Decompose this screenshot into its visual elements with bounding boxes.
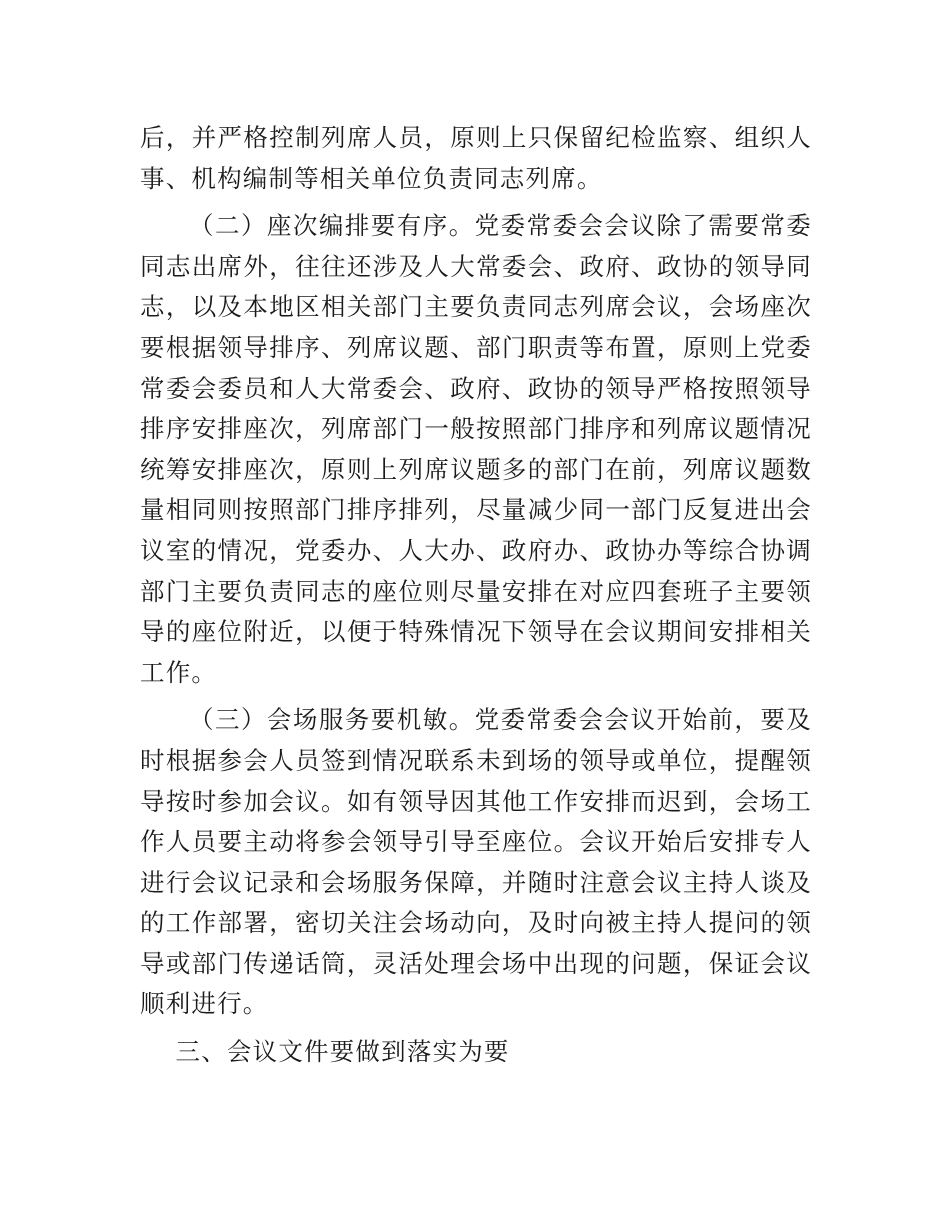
section-heading-meeting-documents: 三、会议文件要做到落实为要 bbox=[175, 1037, 510, 1067]
paragraph-seating-arrangement: （二）座次编排要有序。党委常委会会议除了需要常委同志出席外，往往还涉及人大常委会、政府、政协的领导同志，以及本地区相关部门主要负责同志列席会议，会场座次要根据领导排序、列席议题、部门职责等布置，原则上党委常委会委员和人大常委会、政府、政协的领导严格按照领导排序安排座次，列席部门一般按照部门排序和列席议题情况统筹安排座次，原则上列席议题多的部门在前，列席议题数量相同则按照部门排序排列，尽量减少同一部门反复进出会议室的情况，党委办、人大办、政府办、政协办等综合协调部门主要负责同志的座位则尽量安排在对应四套班子主要领导的座位附近，以便于特殊情况下领导在会议期间安排相关工作。 bbox=[140, 211, 812, 687]
document-body bbox=[140, 118, 812, 1073]
paragraph-venue-service: （三）会场服务要机敏。党委常委会会议开始前，要及时根据参会人员签到情况联系未到场的领导或单位，提醒领导按时参加会议。如有领导因其他工作安排而迟到，会场工作人员要主动将参会领导引导至座位。会议开始后安排专人进行会议记录和会场服务保障，并随时注意会议主持人谈及的工作部署，密切关注会场动向，及时向被主持人提问的领导或部门传递话筒，灵活处理会场中出现的问题，保证会议顺利进行。 bbox=[140, 705, 812, 1019]
paragraph-continuation: 后，并严格控制列席人员，原则上只保留纪检监察、组织人事、机构编制等相关单位负责同志列席。 bbox=[140, 123, 812, 193]
